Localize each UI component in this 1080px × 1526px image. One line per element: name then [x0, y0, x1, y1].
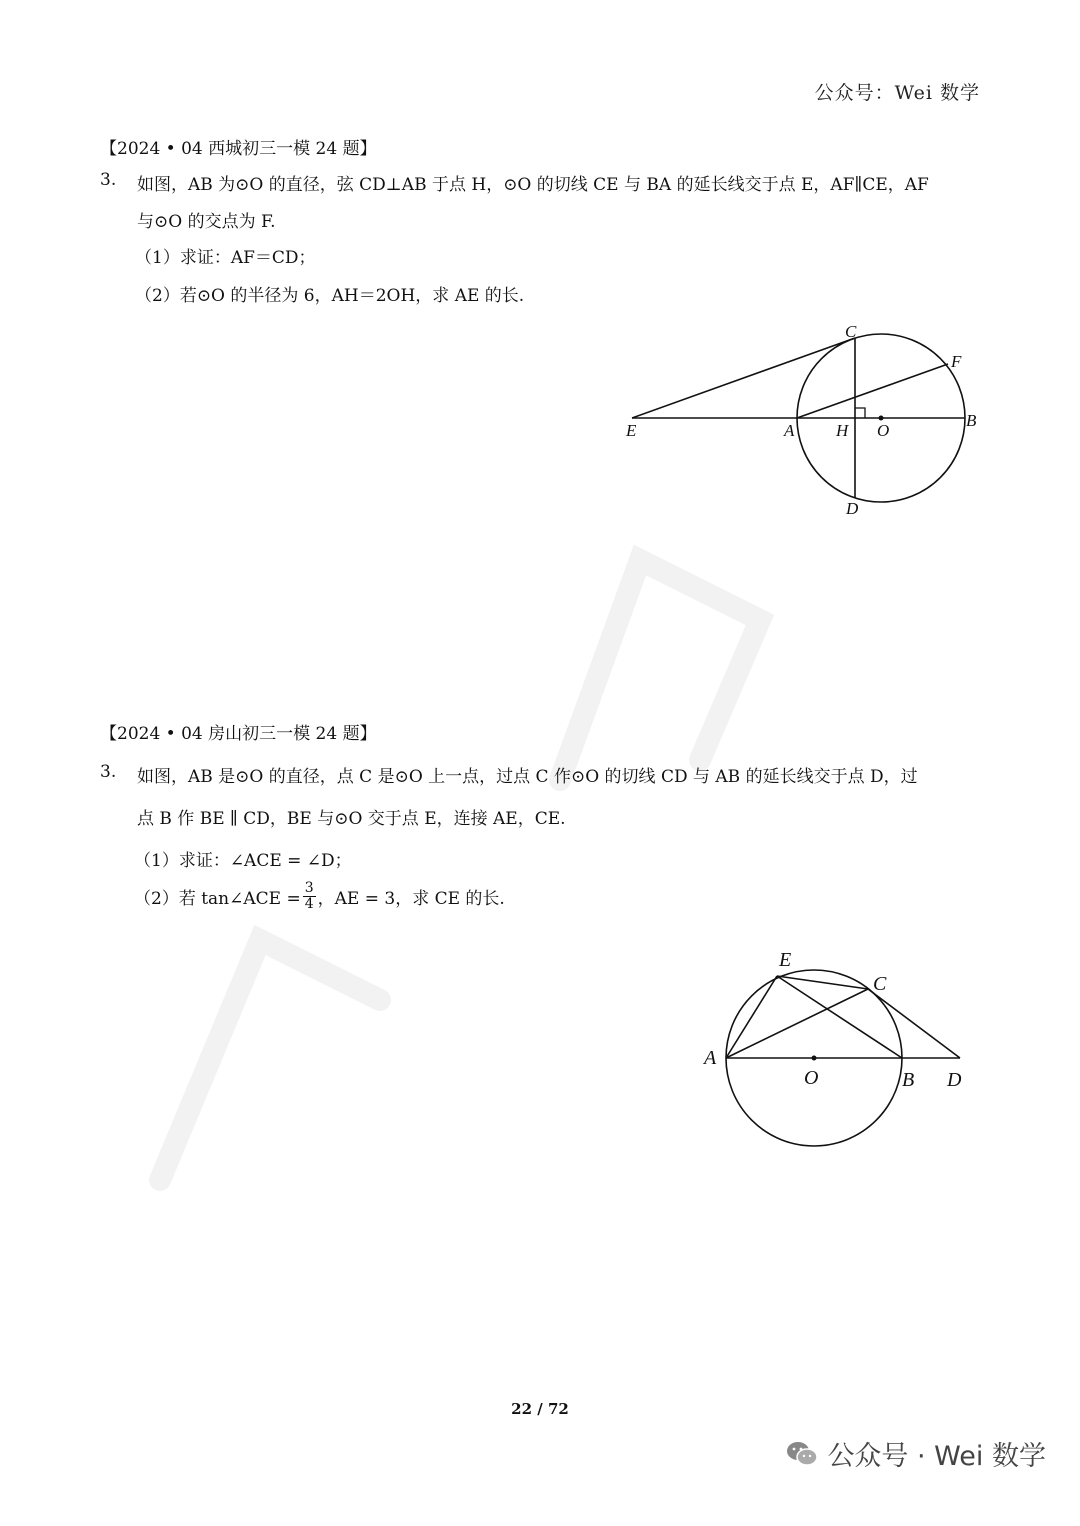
problem2-part2-before: （2）若 tan∠ACE = [134, 889, 301, 909]
fraction-denominator: 4 [304, 896, 314, 912]
label-c: C [845, 322, 857, 341]
chord-ec [777, 976, 868, 989]
problem2-source: 【2024 • 04 房山初三一模 24 题】 [100, 724, 377, 744]
label-a: A [784, 421, 795, 440]
label-b2: B [902, 1069, 915, 1091]
footer-watermark [785, 1434, 1046, 1473]
label-d: D [846, 499, 859, 518]
problem1-stem-line1: 如图，AB 为⊙O 的直径，弦 CD⊥AB 于点 H，⊙O 的切线 CE 与 BA 的延长线交于点 E，AF∥CE，AF [137, 175, 929, 195]
label-a2: A [704, 1047, 717, 1069]
problem1-stem-line2: 与⊙O 的交点为 F. [137, 212, 276, 232]
tangent-cd [868, 989, 960, 1058]
problem2-number: 3. [100, 762, 117, 782]
problem1-source: 【2024 • 04 西城初三一模 24 题】 [100, 139, 377, 159]
problem2-part2-after: ，AE = 3，求 CE 的长. [317, 889, 505, 909]
center-point-2 [812, 1056, 817, 1061]
label-e2: E [779, 949, 792, 971]
label-f: F [951, 352, 962, 371]
label-o: O [877, 421, 890, 440]
label-d2: D [947, 1069, 962, 1091]
page-number: 22 / 72 [511, 1400, 569, 1418]
watermark-text: 公众号 · Wei 数学 [827, 1441, 1046, 1472]
label-h: H [836, 421, 849, 440]
problem1-part1: （1）求证：AF＝CD； [135, 248, 316, 268]
problem1-number: 3. [100, 170, 117, 190]
problem2-stem-line1: 如图，AB 是⊙O 的直径，点 C 是⊙O 上一点，过点 C 作⊙O 的切线 CD 与 AB 的延长线交于点 D，过 [137, 767, 918, 787]
problem1-part2: （2）若⊙O 的半径为 6，AH＝2OH，求 AE 的长. [135, 286, 525, 306]
fraction-numerator: 3 [304, 880, 314, 896]
header-account: 公众号：Wei 数学 [814, 82, 980, 104]
problem2-part1: （1）求证：∠ACE = ∠D； [134, 851, 352, 871]
label-o2: O [804, 1067, 819, 1089]
label-c2: C [873, 973, 887, 995]
label-e: E [626, 421, 637, 440]
problem2-stem-line2: 点 B 作 BE ∥ CD，BE 与⊙O 交于点 E，连接 AE，CE. [137, 809, 566, 829]
label-b: B [966, 411, 977, 430]
wechat-icon [785, 1439, 819, 1469]
